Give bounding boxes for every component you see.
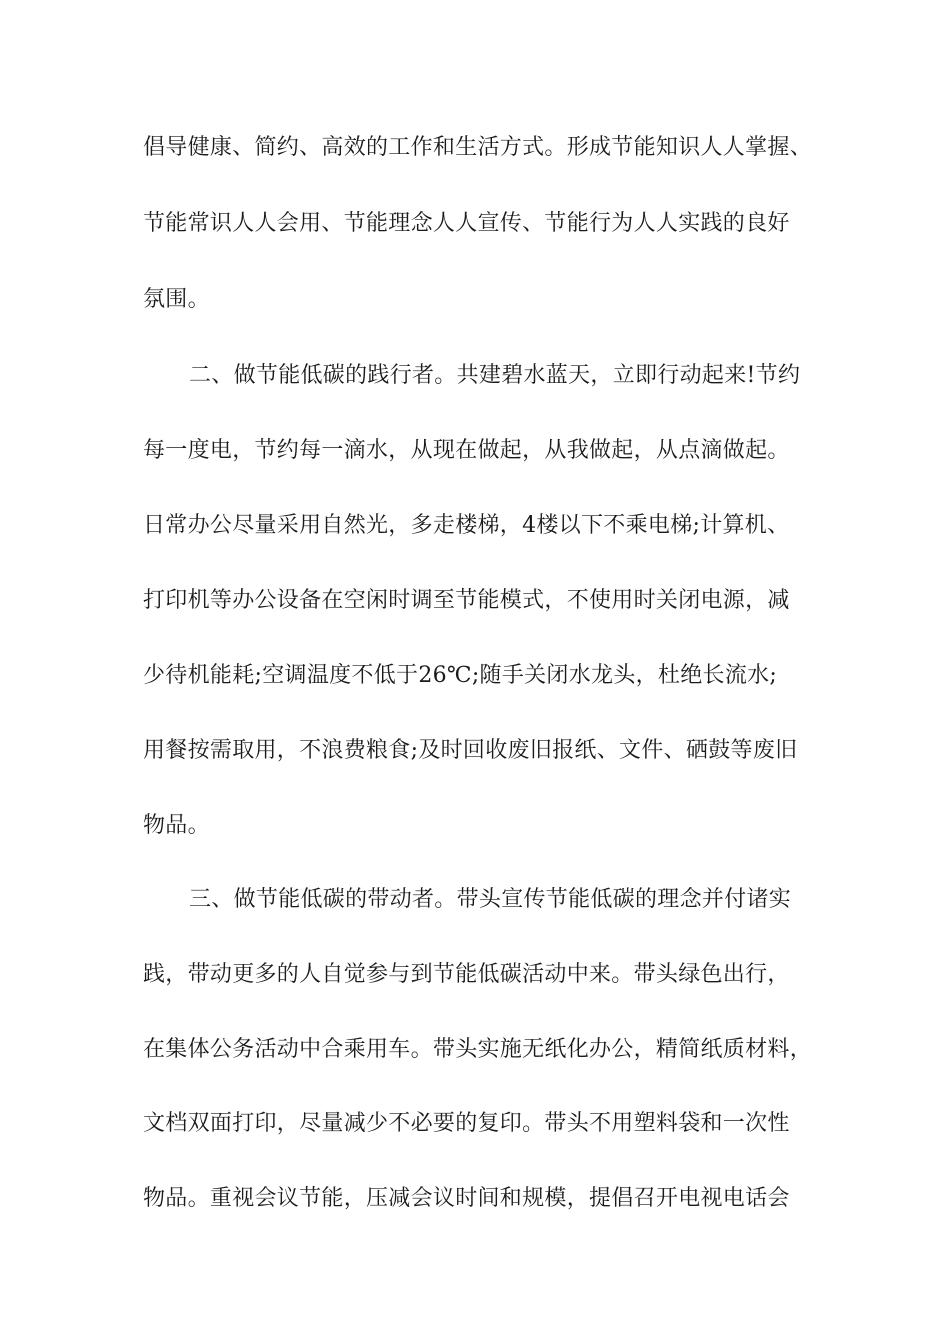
paragraph-line-13: 在集体公务活动中合乘用车。带头实施无纸化办公，精简纸质材料， bbox=[143, 1037, 813, 1062]
paragraph-line-11: 三、做节能低碳的带动者。带头宣传节能低碳的理念并付诸实 bbox=[189, 887, 792, 912]
paragraph-line-7: 打印机等办公设备在空闲时调至节能模式，不使用时关闭电源，减 bbox=[143, 588, 790, 613]
paragraph-line-1: 倡导健康、简约、高效的工作和生活方式。形成节能知识人人掌握、 bbox=[143, 135, 813, 160]
paragraph-line-5: 每一度电，节约每一滴水，从现在做起，从我做起，从点滴做起。 bbox=[143, 438, 790, 463]
paragraph-line-14: 文档双面打印，尽量减少不必要的复印。带头不用塑料袋和一次性 bbox=[143, 1111, 790, 1136]
paragraph-line-12: 践，带动更多的人自觉参与到节能低碳活动中来。带头绿色出行， bbox=[143, 962, 790, 987]
paragraph-line-15: 物品。重视会议节能，压减会议时间和规模，提倡召开电视电话会 bbox=[143, 1186, 790, 1211]
paragraph-line-6: 日常办公尽量采用自然光，多走楼梯，4楼以下不乘电梯;计算机、 bbox=[143, 513, 790, 538]
paragraph-line-2: 节能常识人人会用、节能理念人人宣传、节能行为人人实践的良好 bbox=[143, 211, 790, 236]
paragraph-line-9: 用餐按需取用，不浪费粮食;及时回收废旧报纸、文件、硒鼓等废旧 bbox=[143, 738, 798, 763]
paragraph-line-3: 氛围。 bbox=[143, 287, 210, 312]
paragraph-line-10: 物品。 bbox=[143, 813, 210, 838]
paragraph-line-4: 二、做节能低碳的践行者。共建碧水蓝天，立即行动起来!节约 bbox=[189, 363, 801, 388]
paragraph-line-8: 少待机能耗;空调温度不低于26℃;随手关闭水龙头，杜绝长流水; bbox=[143, 663, 778, 688]
